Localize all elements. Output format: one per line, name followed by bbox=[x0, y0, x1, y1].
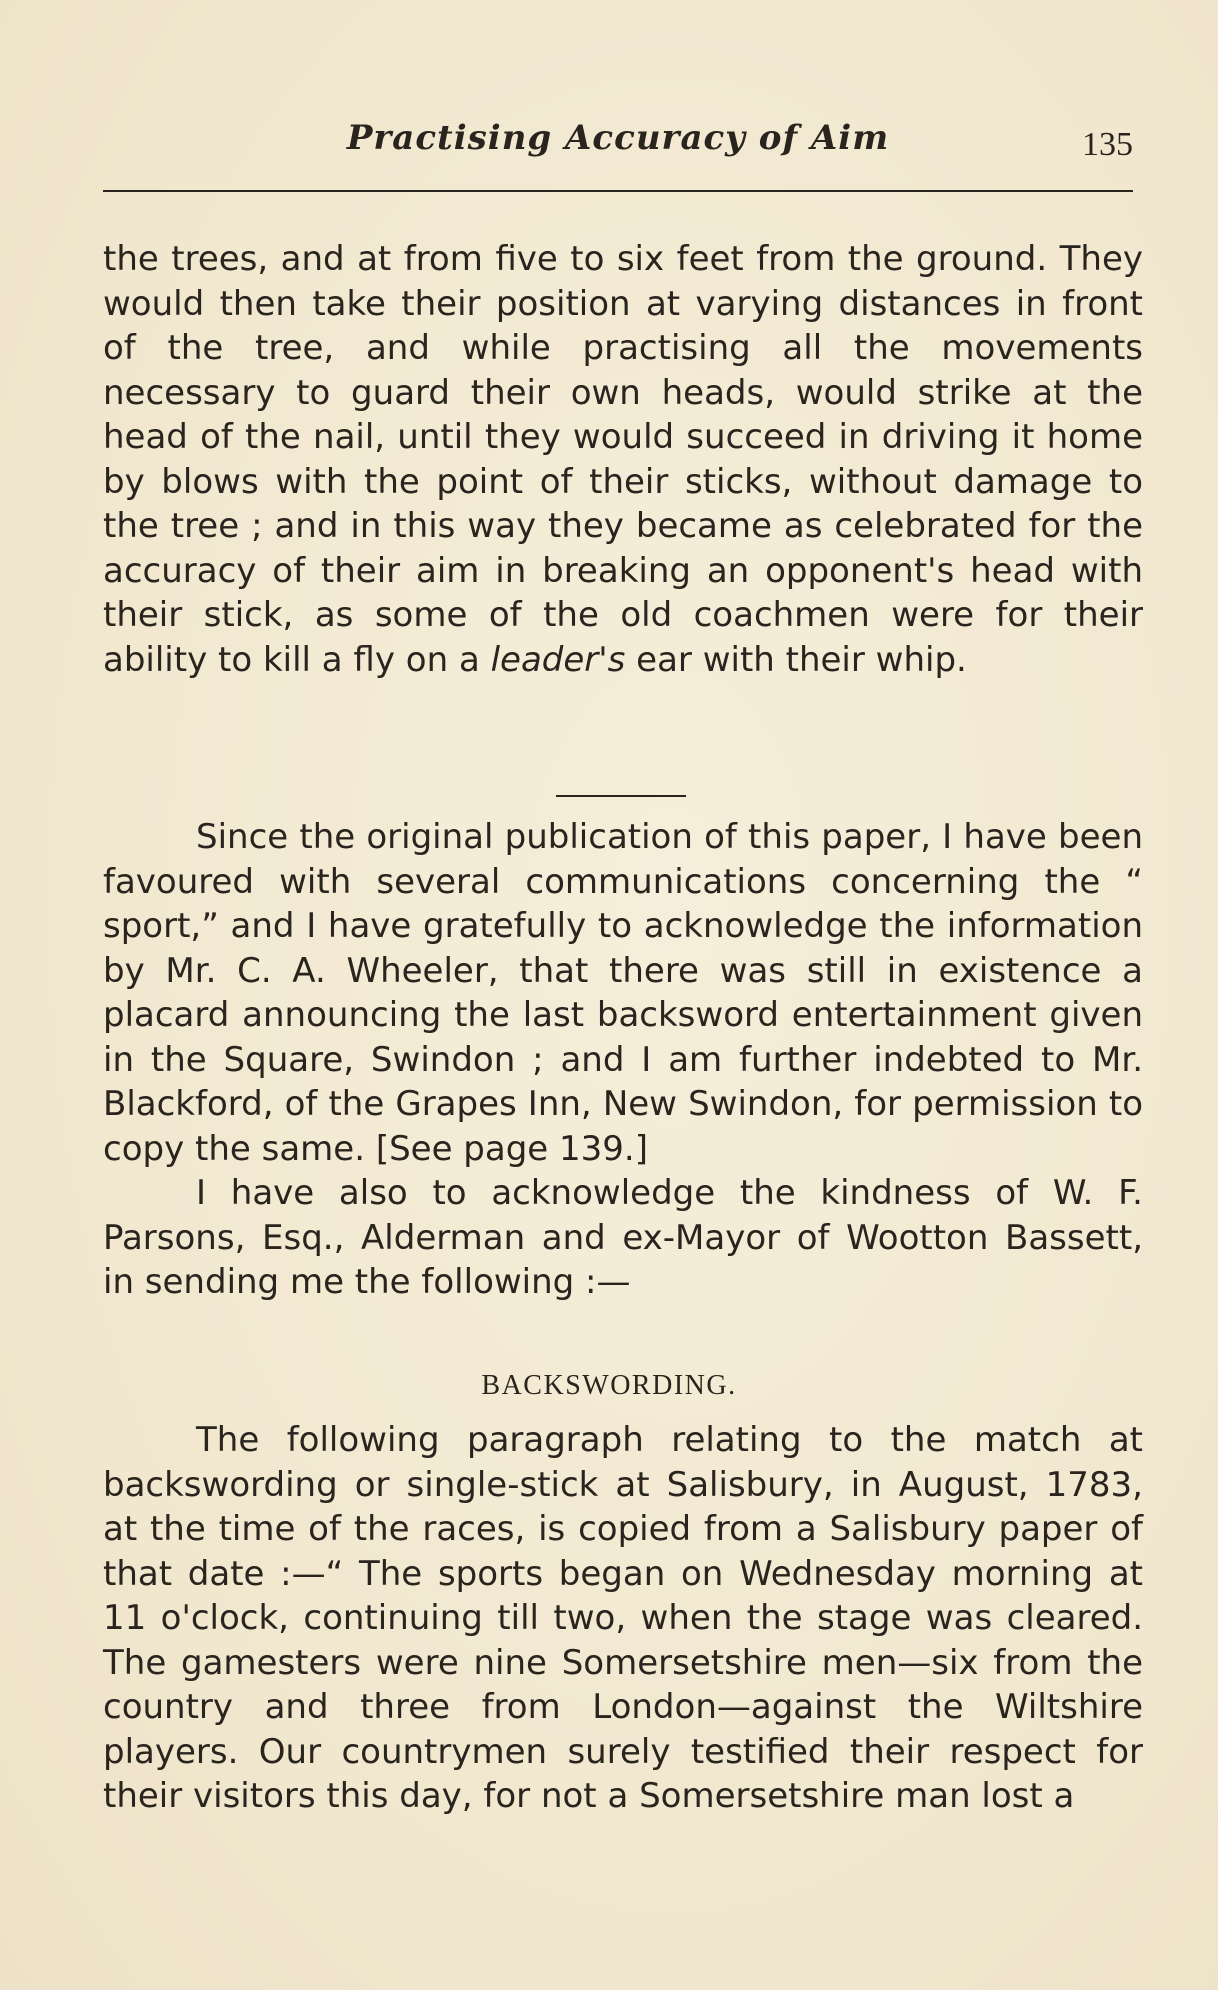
italic-word-leaders: leader's bbox=[490, 639, 626, 680]
paragraph-1-start: the trees, and at from five to six feet from the ground. They would then take their position at varying distances in front of the tree, and while practising all the movements necessary to guard their own heads, would strike at the head of the nail, until they would succeed in driving it home by blows with the point of their sticks, without damage to the tree ; and in this way they became as celebrated for the accuracy of their aim in breaking an opponent's head with their stick, as some of the old coachmen were for their ability to kill a fly on a bbox=[103, 239, 1143, 680]
paragraph-1 bbox=[103, 237, 1143, 682]
paragraphs-2-3 bbox=[103, 815, 1143, 1305]
page-number: 135 bbox=[1082, 126, 1133, 163]
section-separator-rule bbox=[556, 795, 686, 797]
running-title: Practising Accuracy of Aim bbox=[346, 118, 890, 158]
page-header bbox=[103, 118, 1133, 168]
section-heading: BACKSWORDING. bbox=[481, 1370, 737, 1401]
paragraph-1-end: ear with their whip. bbox=[625, 639, 967, 680]
paragraph-1-text bbox=[103, 237, 1143, 682]
header-rule bbox=[103, 190, 1133, 192]
paragraph-4-block bbox=[103, 1418, 1143, 1819]
paragraph-4: The following paragraph relating to the match at backswording or single-stick at Salisbury, in August, 1783, at the time of the races, is copied from a Salisbury paper of that date :—“ The sports began on Wednesday morning at 11 o'clock, continuing till two, when the stage was cleared. The gamesters were nine Somersetshire men—six from the country and three from London—against the Wiltshire players. Our countrymen surely testified their respect for their visitors this day, for not a Somersetshire man lost a bbox=[103, 1420, 1143, 1816]
paragraph-2: Since the original publication of this paper, I have been favoured with several communications concerning the “ sport,” and I have gratefully to acknowledge the information by Mr. C. A. Wheeler, that there was still in existence a placard announcing the last backsword entertainment given in the Square, Swindon ; and I am further indebted to Mr. Blackford, of the Grapes Inn, New Swindon, for permission to copy the same. [See page 139.] bbox=[103, 817, 1143, 1169]
paragraph-3: I have also to acknowledge the kindness of W. F. Parsons, Esq., Alderman and ex-Mayor of Wootton Bassett, in sending me the following :— bbox=[103, 1173, 1143, 1302]
